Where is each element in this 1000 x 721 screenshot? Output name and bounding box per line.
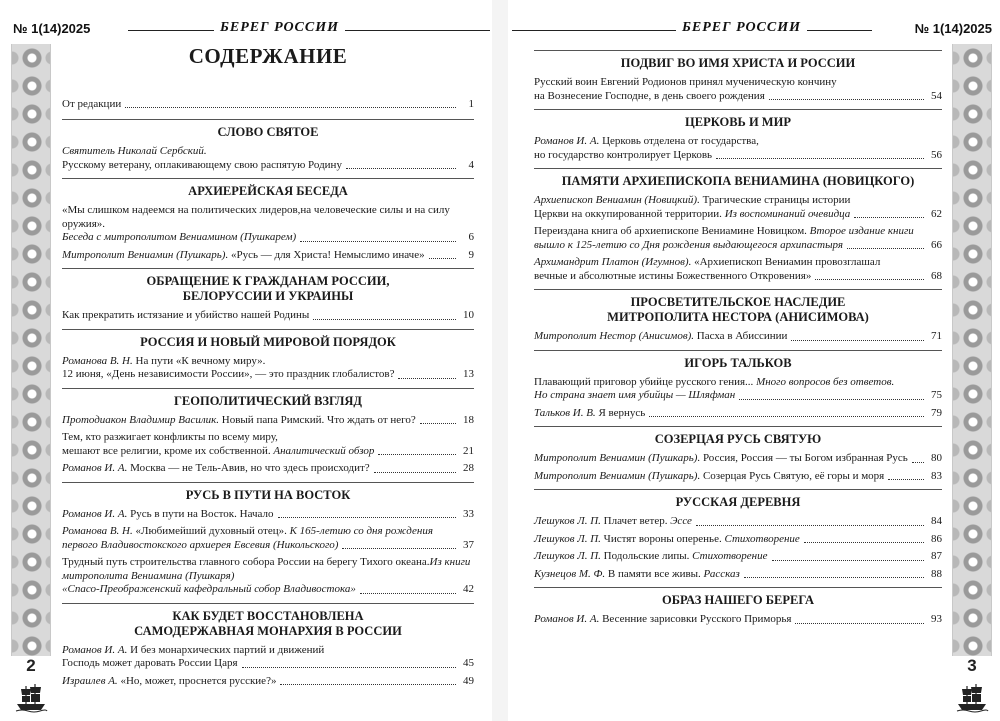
entry-text: Романов И. А. bbox=[534, 613, 600, 625]
entry-text: И без монархических партий и движений bbox=[127, 643, 325, 656]
toc-entry[interactable] bbox=[62, 675, 474, 689]
entry-text-line bbox=[62, 583, 474, 597]
right-page bbox=[508, 0, 1000, 721]
entry-text: «Русь — для Христа! Немыслимо иначе» bbox=[228, 248, 425, 261]
entry-text-line bbox=[62, 525, 474, 539]
toc-entry[interactable] bbox=[62, 98, 474, 112]
toc-section bbox=[62, 268, 474, 323]
entry-text: Второе издание книги bbox=[809, 225, 914, 237]
entry-text: Плавающий приговор убийце русского гения... bbox=[534, 375, 757, 388]
entry-text-line bbox=[534, 470, 884, 484]
entry-text-line bbox=[534, 470, 942, 484]
toc-section bbox=[62, 388, 474, 476]
toc-entry[interactable] bbox=[62, 431, 474, 458]
entry-text: Я вернусь bbox=[595, 406, 646, 419]
entry-text: Пасха в Абиссинии bbox=[694, 330, 788, 342]
page-ref: 13 bbox=[463, 368, 474, 380]
entry-text-line bbox=[62, 556, 474, 583]
dot-leader bbox=[696, 525, 924, 526]
entry-text: Как прекратить истязание и убийство нашей Родины bbox=[62, 309, 310, 321]
page-ref: 80 bbox=[931, 452, 942, 464]
toc-entry[interactable] bbox=[62, 508, 474, 522]
section-heading: ПРОСВЕТИТЕЛЬСКОЕ НАСЛЕДИЕ МИТРОПОЛИТА НЕСТОРА (АНИСИМОВА) bbox=[607, 295, 869, 324]
entry-text: Новый папа Римский. Что ждать от него? bbox=[219, 413, 416, 426]
page-number: 2 bbox=[11, 656, 51, 676]
toc-entry[interactable] bbox=[534, 568, 942, 582]
page-ref: 54 bbox=[931, 89, 942, 102]
entry-text-line bbox=[62, 309, 474, 323]
entry-text-line bbox=[534, 389, 735, 403]
dot-leader bbox=[125, 107, 456, 108]
issue-number: № 1(14)2025 bbox=[13, 21, 91, 36]
entry-text-line bbox=[534, 407, 942, 421]
entry-text: Господь может даровать России Царя bbox=[62, 657, 238, 669]
toc-entry[interactable] bbox=[62, 249, 474, 263]
section-heading: ОБРАЗ НАШЕГО БЕРЕГА bbox=[662, 593, 814, 607]
entry-text-line bbox=[62, 231, 474, 245]
entry-text: первого Владивостокского архиерея Евсевия (Никольского) bbox=[62, 538, 339, 551]
entry-text-line bbox=[62, 539, 474, 553]
page-ref: 33 bbox=[463, 507, 474, 520]
entry-text: Лешуков Л. П. bbox=[534, 515, 601, 527]
entry-text: Весенние зарисовки Русского Приморья bbox=[599, 613, 792, 625]
entry-text: Святитель Николай Сербский. bbox=[62, 145, 207, 157]
entry-text-line bbox=[534, 76, 942, 90]
entry-text-line bbox=[534, 550, 768, 564]
entry-text: Архимандрит Платон (Игумнов). bbox=[534, 256, 692, 268]
page-ref: 42 bbox=[463, 583, 474, 595]
entry-text: Аналитический обзор bbox=[273, 444, 375, 457]
entry-text-line bbox=[62, 204, 474, 231]
page-ref: 66 bbox=[931, 238, 942, 251]
entry-text: вышло к 125-летию со Дня рождения выдающегося архипастыря bbox=[534, 238, 844, 251]
page-ref: 79 bbox=[931, 406, 942, 419]
page-ref: 4 bbox=[468, 158, 474, 171]
dot-leader bbox=[342, 548, 456, 549]
toc-entry[interactable] bbox=[534, 407, 942, 421]
entry-text: Из книги митрополита Вениамина (Пушкаря) bbox=[62, 556, 471, 582]
entry-text-line bbox=[534, 533, 942, 547]
entry-text: В памяти все живы. bbox=[605, 567, 704, 580]
page-ref: 49 bbox=[463, 674, 474, 687]
section-heading: ПАМЯТИ АРХИЕПИСКОПА ВЕНИАМИНА (НОВИЦКОГО) bbox=[561, 174, 915, 188]
dot-leader bbox=[429, 258, 456, 259]
dot-leader bbox=[744, 577, 924, 578]
toc-section bbox=[534, 109, 942, 162]
entry-text-line bbox=[534, 330, 787, 344]
page-title: СОДЕРЖАНИЕ bbox=[188, 44, 348, 68]
toc-entry[interactable] bbox=[534, 256, 942, 283]
entry-text-line bbox=[62, 539, 338, 553]
entry-text-line bbox=[534, 568, 942, 582]
toc-section bbox=[534, 489, 942, 581]
page-ref: 83 bbox=[931, 469, 942, 482]
entry-text-line bbox=[62, 159, 474, 173]
dot-leader bbox=[847, 248, 924, 249]
ship-icon bbox=[955, 680, 989, 714]
toc-section bbox=[534, 587, 942, 627]
toc-section bbox=[534, 289, 942, 344]
page-ref: 68 bbox=[931, 269, 942, 282]
page-ref: 28 bbox=[463, 462, 474, 474]
entry-text-line bbox=[534, 613, 942, 627]
dot-leader bbox=[378, 454, 456, 455]
toc-right bbox=[534, 44, 942, 631]
entry-text: Чистят вороны оперенье. bbox=[600, 532, 725, 545]
entry-text-line bbox=[534, 376, 942, 390]
toc-entry[interactable] bbox=[534, 376, 942, 403]
entry-text-line bbox=[62, 414, 474, 428]
dot-leader bbox=[888, 479, 924, 480]
entry-text: Из воспоминаний очевидца bbox=[724, 207, 851, 220]
entry-text-line bbox=[534, 149, 712, 163]
page-ref: 88 bbox=[931, 567, 942, 580]
page-ref: 45 bbox=[463, 657, 474, 669]
entry-text-line bbox=[62, 675, 474, 689]
toc-entry[interactable] bbox=[62, 414, 474, 428]
toc-left bbox=[62, 44, 474, 692]
entry-text-line bbox=[534, 533, 800, 547]
entry-text: Созерцая Русь Святую, её горы и моря bbox=[700, 469, 885, 482]
entry-text-line bbox=[534, 208, 850, 222]
entry-text-line bbox=[62, 145, 474, 159]
entry-text-line bbox=[62, 583, 356, 597]
page-gutter bbox=[492, 0, 508, 721]
entry-text-line bbox=[62, 644, 474, 658]
dot-leader bbox=[374, 472, 456, 473]
entry-text: «Спасо-Преображенский кафедральный собор Владивостока» bbox=[62, 583, 356, 595]
entry-text: Русь в пути на Восток. Начало bbox=[127, 507, 274, 520]
entry-text-line bbox=[534, 452, 908, 466]
section-heading: РУСЬ В ПУТИ НА ВОСТОК bbox=[185, 487, 351, 502]
toc-entry[interactable] bbox=[62, 644, 474, 671]
toc-entry[interactable] bbox=[534, 330, 942, 344]
entry-text-line bbox=[534, 515, 692, 529]
toc-entry[interactable] bbox=[534, 194, 942, 221]
dot-leader bbox=[854, 217, 924, 218]
entry-text: Тальков И. В. bbox=[534, 406, 596, 419]
entry-text-line bbox=[62, 508, 274, 522]
entry-text: Эссе bbox=[670, 515, 692, 527]
dot-leader bbox=[346, 168, 456, 169]
entry-text-line bbox=[62, 431, 474, 445]
entry-text: Стихотворение bbox=[724, 532, 800, 545]
section-heading: СОЗЕРЦАЯ РУСЬ СВЯТУЮ bbox=[654, 432, 822, 446]
masthead-title: БЕРЕГ РОССИИ bbox=[676, 20, 807, 36]
page-number: 3 bbox=[952, 656, 992, 676]
entry-text-line bbox=[534, 270, 811, 284]
entry-text-line bbox=[534, 550, 942, 564]
entry-text: На пути «К вечному миру». bbox=[132, 354, 266, 367]
entry-text: К 165-летию со дня рождения bbox=[289, 525, 433, 537]
entry-text-line bbox=[534, 256, 942, 270]
entry-text: «Мы слишком надеемся на политических лидеров, bbox=[62, 204, 301, 216]
entry-text: Трудный путь строительства главного собора России на берегу Тихого океана. bbox=[62, 556, 430, 568]
page-ref: 71 bbox=[931, 330, 942, 342]
dot-leader bbox=[716, 158, 924, 159]
section-heading: КАК БУДЕТ ВОССТАНОВЛЕНА САМОДЕРЖАВНАЯ МОНАРХИЯ В РОССИИ bbox=[134, 608, 402, 638]
entry-text: Митрополит Вениамин (Пушкарь). bbox=[534, 469, 701, 482]
entry-text: Митрополит Вениамин (Пушкарь). bbox=[534, 452, 701, 464]
dot-leader bbox=[791, 340, 924, 341]
dot-leader bbox=[242, 667, 456, 668]
entry-text-line bbox=[534, 389, 942, 403]
toc-section bbox=[62, 482, 474, 597]
toc-section bbox=[62, 119, 474, 172]
entry-text-line bbox=[62, 445, 374, 459]
entry-text-line bbox=[62, 98, 474, 112]
entry-text: Русскому ветерану, оплакивающему свою распятую Родину bbox=[62, 158, 342, 171]
entry-text: Архиепископ Вениамин (Новицкий). bbox=[534, 194, 700, 206]
entry-text: но государство контролирует Церковь bbox=[534, 148, 713, 161]
entry-text-line bbox=[62, 309, 309, 323]
entry-text-line bbox=[62, 368, 474, 382]
entry-text: Но страна знает имя убийцы — Шляфман bbox=[534, 389, 736, 401]
dot-leader bbox=[280, 684, 456, 685]
toc-section bbox=[534, 350, 942, 421]
entry-text: Церковь отделена от государства, bbox=[599, 135, 759, 147]
entry-text: «Любимейший духовный отец». bbox=[132, 525, 290, 537]
entry-text: Рассказ bbox=[703, 567, 740, 580]
page-ref: 21 bbox=[463, 444, 474, 457]
page-ref: 84 bbox=[931, 515, 942, 527]
toc-entry[interactable] bbox=[62, 204, 474, 245]
entry-text: мешают все религии, кроме их собственной. bbox=[62, 444, 274, 457]
entry-text: 12 июня, «День независимости России», — это праздник глобалистов? bbox=[62, 368, 395, 380]
entry-text: Плачет ветер. bbox=[600, 515, 671, 527]
entry-text-line bbox=[534, 568, 740, 582]
entry-text-line bbox=[534, 515, 942, 529]
toc-entry[interactable] bbox=[62, 462, 474, 476]
dot-leader bbox=[398, 378, 456, 379]
toc-entry[interactable] bbox=[62, 556, 474, 597]
toc-section bbox=[62, 178, 474, 262]
section-heading: ПОДВИГ ВО ИМЯ ХРИСТА И РОССИИ bbox=[620, 56, 856, 70]
entry-text: Лешуков Л. П. bbox=[534, 550, 601, 562]
toc-section bbox=[62, 329, 474, 382]
section-heading: РОССИЯ И НОВЫЙ МИРОВОЙ ПОРЯДОК bbox=[140, 334, 396, 349]
entry-text-line bbox=[534, 194, 942, 208]
entry-text: Русский воин Евгений Родионов принял мученическую кончину bbox=[534, 76, 837, 88]
dot-leader bbox=[912, 462, 924, 463]
entry-text: Лешуков Л. П. bbox=[534, 532, 601, 545]
entry-text: Россия, Россия — ты Богом избранная Русь bbox=[700, 452, 908, 464]
entry-text-line bbox=[534, 452, 942, 466]
entry-text-line bbox=[534, 407, 645, 421]
page-ref: 18 bbox=[463, 413, 474, 426]
section-heading: ГЕОПОЛИТИЧЕСКИЙ ВЗГЛЯД bbox=[173, 393, 363, 408]
entry-text: Москва — не Тель-Авив, но что здесь происходит? bbox=[127, 462, 370, 474]
entry-text: «Но, может, проснется русские?» bbox=[117, 674, 277, 687]
entry-text: Стихотворение bbox=[692, 550, 768, 562]
section-heading: РУССКАЯ ДЕРЕВНЯ bbox=[675, 495, 801, 509]
entry-text-line bbox=[534, 239, 843, 253]
masthead-title: БЕРЕГ РОССИИ bbox=[214, 20, 345, 36]
toc-section bbox=[534, 426, 942, 483]
toc-entry[interactable] bbox=[534, 533, 942, 547]
entry-text-line bbox=[534, 239, 942, 253]
entry-text: Протодиакон Владимир Василик. bbox=[62, 413, 220, 426]
entry-text-line bbox=[62, 159, 342, 173]
section-heading: ИГОРЬ ТАЛЬКОВ bbox=[684, 355, 792, 370]
page-ref: 1 bbox=[468, 97, 474, 110]
entry-text-line bbox=[62, 414, 416, 428]
entry-text-line bbox=[62, 231, 296, 245]
entry-text: Романова В. Н. bbox=[62, 525, 133, 537]
entry-text-line bbox=[534, 208, 942, 222]
left-page bbox=[0, 0, 492, 721]
dot-leader bbox=[815, 279, 924, 280]
entry-text: на Вознесение Господне, в день своего рождения bbox=[534, 89, 765, 102]
page-ref: 75 bbox=[931, 389, 942, 401]
toc-entry[interactable] bbox=[62, 145, 474, 172]
entry-text: Митрополит Вениамин (Пушкарь). bbox=[62, 248, 229, 261]
dot-leader bbox=[420, 423, 456, 424]
entry-text: Церкви на оккупированной территории. bbox=[534, 207, 725, 220]
entry-text-line bbox=[62, 355, 474, 369]
entry-text: Израилев А. bbox=[62, 674, 118, 687]
toc-entry[interactable] bbox=[534, 225, 942, 252]
entry-text: От редакции bbox=[62, 97, 122, 110]
ornament-border bbox=[952, 44, 992, 674]
page-ref: 62 bbox=[931, 207, 942, 220]
section-heading: ОБРАЩЕНИЕ К ГРАЖДАНАМ РОССИИ, БЕЛОРУССИИ И УКРАИНЫ bbox=[146, 274, 390, 303]
dot-leader bbox=[360, 593, 456, 594]
page-ref: 56 bbox=[931, 148, 942, 161]
toc-entry[interactable] bbox=[534, 470, 942, 484]
entry-text-line bbox=[534, 270, 942, 284]
toc-section bbox=[62, 603, 474, 689]
toc-section bbox=[534, 50, 942, 103]
entry-text-line bbox=[62, 462, 474, 476]
entry-text: Романов И. А. bbox=[62, 462, 128, 474]
entry-text: Трагические страницы истории bbox=[699, 194, 851, 206]
entry-text-line bbox=[62, 445, 474, 459]
entry-text-line bbox=[534, 225, 942, 239]
entry-text: Романов И. А. bbox=[534, 135, 600, 147]
dot-leader bbox=[772, 560, 925, 561]
dot-leader bbox=[300, 241, 456, 242]
page-ref: 6 bbox=[468, 231, 474, 243]
toc-entry[interactable] bbox=[534, 515, 942, 529]
entry-text: Романов И. А. bbox=[62, 643, 128, 656]
dot-leader bbox=[769, 99, 924, 100]
dot-leader bbox=[804, 542, 924, 543]
entry-text-line bbox=[62, 462, 370, 476]
toc-entry[interactable] bbox=[62, 355, 474, 382]
dot-leader bbox=[795, 623, 924, 624]
entry-text: Митрополит Нестор (Анисимов). bbox=[534, 330, 695, 342]
toc-entry[interactable] bbox=[534, 452, 942, 466]
page-ref: 10 bbox=[463, 309, 474, 321]
toc-entry[interactable] bbox=[62, 309, 474, 323]
section-heading: СЛОВО СВЯТОЕ bbox=[217, 125, 319, 139]
entry-text: Кузнецов М. Ф. bbox=[534, 567, 606, 580]
entry-text-line bbox=[62, 368, 394, 382]
entry-text-line bbox=[534, 90, 942, 104]
toc-entry[interactable] bbox=[534, 613, 942, 627]
page-ref: 86 bbox=[931, 532, 942, 545]
entry-text: вечные и абсолютные истины Божественного Откровения» bbox=[534, 269, 812, 282]
entry-text-line bbox=[534, 613, 791, 627]
entry-text: Подольские липы. bbox=[600, 550, 693, 562]
entry-text-line bbox=[62, 249, 474, 263]
page-ref: 37 bbox=[463, 538, 474, 551]
dot-leader bbox=[649, 416, 924, 417]
entry-text-line bbox=[62, 657, 238, 671]
section-heading: АРХИЕРЕЙСКАЯ БЕСЕДА bbox=[188, 184, 348, 198]
issue-number: № 1(14)2025 bbox=[914, 21, 992, 36]
toc-entry[interactable] bbox=[534, 550, 942, 564]
entry-text-line bbox=[534, 330, 942, 344]
entry-text-line bbox=[62, 657, 474, 671]
toc-section bbox=[534, 168, 942, 283]
page-ref: 9 bbox=[468, 248, 474, 261]
entry-text: Романов И. А. bbox=[62, 507, 128, 520]
toc-entry[interactable] bbox=[534, 135, 942, 162]
entry-text: Романова В. Н. bbox=[62, 354, 133, 367]
dot-leader bbox=[313, 319, 456, 320]
entry-text: «Архиепископ Вениамин провозглашал bbox=[691, 256, 881, 268]
ornament-border bbox=[11, 44, 51, 674]
entry-text: Много вопросов без ответов. bbox=[756, 375, 895, 388]
entry-text-line bbox=[62, 249, 425, 263]
toc-entry[interactable] bbox=[534, 76, 942, 103]
dot-leader bbox=[739, 399, 924, 400]
entry-text-line bbox=[534, 149, 942, 163]
entry-text: Тем, кто разжигает конфликты по всему миру, bbox=[62, 431, 278, 443]
entry-text-line bbox=[62, 508, 474, 522]
entry-text: Переиздана книга об архиепископе Вениамине Новицком. bbox=[534, 225, 810, 237]
entry-text: на человеческие силы и на силу оружия». bbox=[62, 204, 450, 230]
toc-entry[interactable] bbox=[62, 525, 474, 552]
section-heading: ЦЕРКОВЬ И МИР bbox=[685, 115, 791, 129]
dot-leader bbox=[278, 517, 456, 518]
entry-text-line bbox=[534, 135, 942, 149]
entry-text-line bbox=[62, 675, 276, 689]
page-ref: 87 bbox=[931, 550, 942, 562]
page-ref: 93 bbox=[931, 613, 942, 625]
ship-icon bbox=[14, 680, 48, 714]
entry-text: Беседа с митрополитом Вениамином (Пушкарем) bbox=[62, 231, 297, 243]
entry-text-line bbox=[534, 90, 765, 104]
